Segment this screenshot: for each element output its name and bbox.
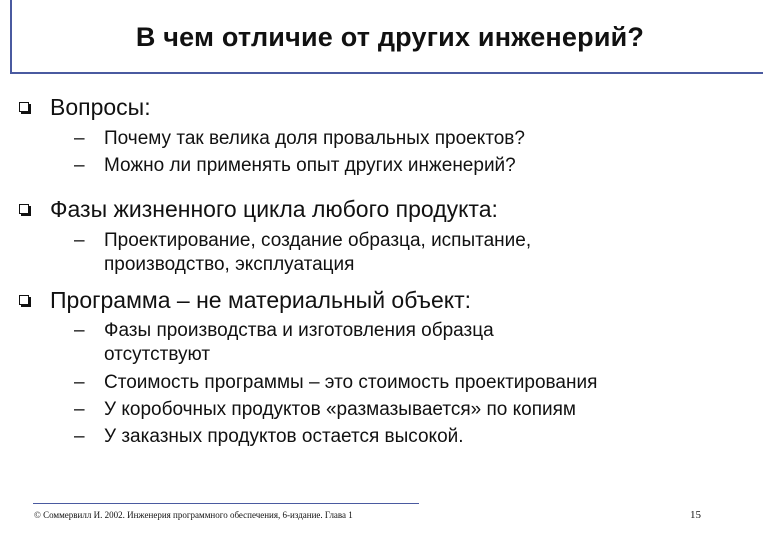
list-item-text-continued: производство, эксплуатация: [104, 254, 355, 275]
dash-marker: –: [74, 372, 85, 393]
square-bullet-icon: [19, 204, 29, 214]
section-heading-text: Вопросы:: [50, 94, 151, 120]
slide-title: В чем отличие от других инженерий?: [135, 22, 645, 52]
list-item-text: Проектирование, создание образца, испытание,: [104, 230, 532, 251]
footer-copyright: © Соммервилл И. 2002. Инженерия программного обеспечения, 6-издание. Глава 1: [34, 510, 353, 520]
footer-divider: [33, 503, 419, 504]
dash-marker: –: [74, 426, 85, 447]
section-heading: [50, 93, 151, 121]
dash-marker: –: [74, 155, 85, 176]
list-item-text: У коробочных продуктов «размазывается» по копиям: [104, 399, 576, 420]
dash-marker: –: [74, 320, 85, 341]
list-item-text-continued: отсутствуют: [104, 344, 211, 365]
section-heading-text: Фазы жизненного цикла любого продукта:: [50, 196, 498, 222]
square-bullet-icon: [19, 102, 29, 112]
list-item-text: Фазы производства и изготовления образца: [104, 320, 494, 341]
page-number: 15: [690, 509, 701, 521]
section-heading: [50, 195, 498, 223]
dash-marker: –: [74, 128, 85, 149]
list-item-text: Можно ли применять опыт других инженерий?: [104, 155, 516, 176]
square-bullet-icon: [19, 295, 29, 305]
section-heading: [50, 286, 471, 314]
dash-marker: –: [74, 399, 85, 420]
dash-marker: –: [74, 230, 85, 251]
section-heading-text: Программа – не материальный объект:: [50, 287, 472, 313]
list-item-text: У заказных продуктов остается высокой.: [104, 426, 464, 447]
list-item-text: Стоимость программы – это стоимость проектирования: [104, 372, 598, 393]
list-item-text: Почему так велика доля провальных проектов?: [104, 128, 525, 149]
